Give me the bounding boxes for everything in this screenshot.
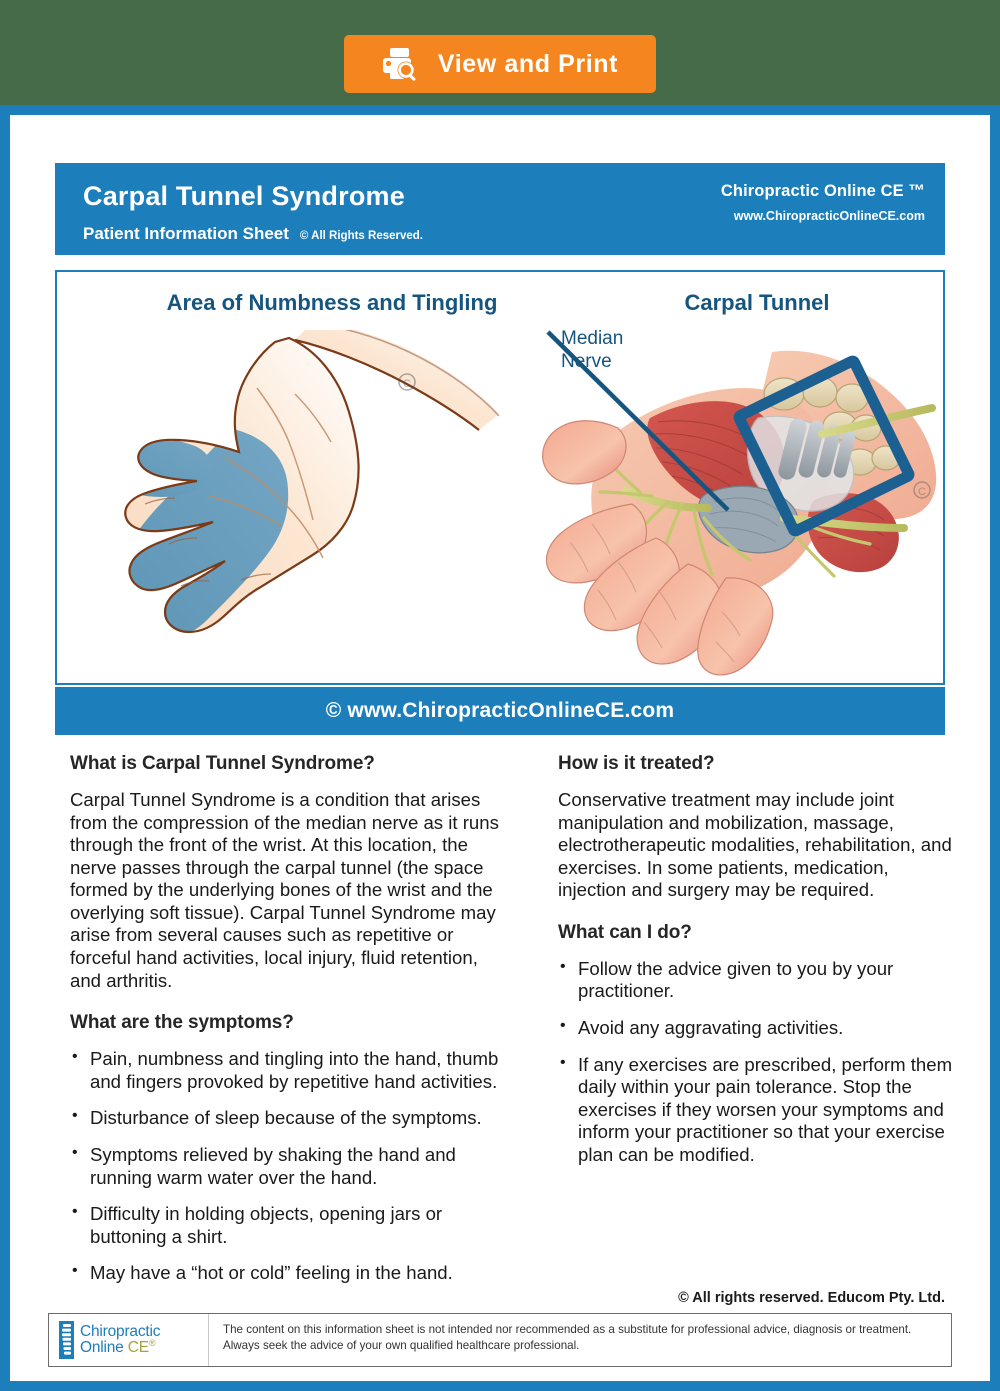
self-care-list — [550, 958, 960, 1167]
rights-notice: © All Rights Reserved. — [299, 230, 424, 242]
website-url-bar: © www.ChiropracticOnlineCE.com — [55, 687, 945, 735]
logo-registered-mark: ® — [148, 1338, 156, 1349]
svg-text:C: C — [403, 378, 411, 390]
carpal-tunnel-anatomy-diagram — [522, 322, 942, 677]
disclaimer-text: The content on this information sheet is not intended nor recommended as a substitute for professional advice, diagnosis or treatment. Always seek the advice of your own qualified healthcare professional. — [223, 1323, 912, 1353]
logo-line-1: Chiropractic — [80, 1322, 161, 1340]
median-nerve-label-line1: Median — [561, 328, 624, 349]
illustration-panel — [55, 270, 945, 685]
median-nerve-label-line2: Nerve — [561, 351, 612, 373]
spine-icon — [59, 1321, 74, 1359]
copyright-line: © All rights reserved. Educom Pty. Ltd. — [678, 1290, 945, 1306]
disclaimer-box — [48, 1313, 952, 1367]
logo-line-2 — [80, 1339, 160, 1356]
illustration-left-heading: Area of Numbness and Tingling — [166, 290, 498, 315]
page-frame — [0, 105, 1000, 1391]
symptoms-list — [70, 1048, 507, 1285]
list-item: • Symptoms relieved by shaking the hand and running warm water over the hand. — [70, 1144, 507, 1189]
logo-ce-text: CE — [127, 1339, 149, 1357]
list-item: • Follow the advice given to you by your practitioner. — [550, 958, 960, 1003]
brand-name: Chiropractic Online CE ™ — [720, 182, 925, 200]
section-heading-symptoms: What are the symptoms? — [70, 1012, 294, 1034]
hand-palm-numbness-diagram — [117, 330, 507, 675]
right-content-column — [550, 753, 960, 1181]
brand-url: www.ChiropracticOnlineCE.com — [733, 209, 925, 223]
document-header — [55, 163, 945, 255]
list-item: • Avoid any aggravating activities. — [550, 1017, 960, 1040]
list-item: • If any exercises are prescribed, perform them daily within your pain tolerance. Stop the exercises if they worsen your symptoms and inform your practitioner so that your exercise plan can be modified. — [550, 1054, 960, 1167]
svg-text:C: C — [918, 486, 926, 498]
section-paragraph-treatment: Conservative treatment may include joint manipulation and mobilization, massage, electrotherapeutic modalities, rehabilitation, and exercises. In some patients, medication, injection and surgery may be required. — [558, 789, 952, 901]
view-and-print-label: View and Print — [437, 49, 619, 78]
logo-online-text: Online — [80, 1339, 128, 1357]
spacer — [550, 902, 960, 922]
chiropractic-online-ce-logo — [49, 1314, 209, 1366]
logo-wordmark — [80, 1324, 160, 1357]
printer-search-icon — [382, 47, 420, 81]
spacer — [70, 992, 507, 1012]
brand-block — [721, 182, 925, 223]
section-heading-treatment: How is it treated? — [558, 753, 715, 774]
list-item: • May have a “hot or cold” feeling in the hand. — [70, 1262, 507, 1285]
section-heading-what-can-i-do: What can I do? — [558, 921, 692, 943]
top-toolbar — [0, 0, 1000, 105]
list-item: • Pain, numbness and tingling into the hand, thumb and fingers provoked by repetitive hand activities. — [70, 1048, 507, 1093]
page-title: Carpal Tunnel Syndrome — [83, 181, 405, 211]
information-sheet — [10, 115, 990, 1381]
left-content-column — [70, 753, 507, 1299]
section-heading-what-is: What is Carpal Tunnel Syndrome? — [70, 753, 375, 774]
section-paragraph-what-is: Carpal Tunnel Syndrome is a condition that arises from the compression of the median nerve as it runs through the front of the wrist. At this location, the nerve passes through the carpal tunnel (the space formed by the underlying bones of the wrist and the overlying soft tissue). Carpal Tunnel Syndrome may arise from several causes such as repetitive or forceful hand activities, local injury, fluid retention, and arthritis. — [70, 789, 499, 991]
list-item: • Disturbance of sleep because of the symptoms. — [70, 1107, 507, 1130]
page-subtitle: Patient Information Sheet — [83, 224, 289, 243]
list-item: • Difficulty in holding objects, opening jars or buttoning a shirt. — [70, 1203, 507, 1248]
subtitle-group — [83, 224, 423, 244]
illustration-right-heading: Carpal Tunnel — [684, 290, 830, 315]
view-and-print-button[interactable] — [344, 35, 656, 93]
